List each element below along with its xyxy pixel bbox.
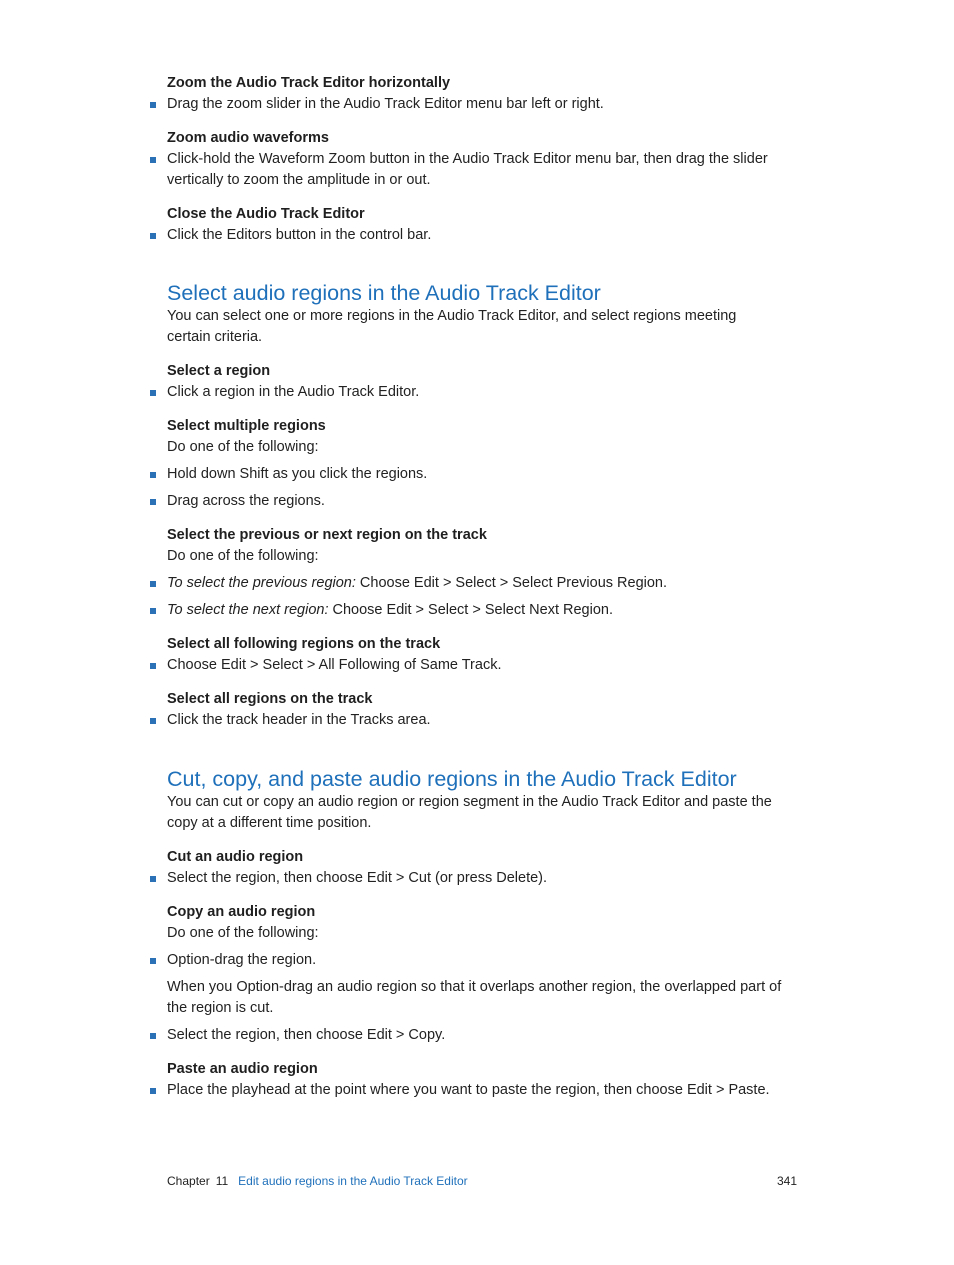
list-item: Choose Edit > Select > All Following of Same Track. bbox=[167, 655, 807, 676]
bullet-square-icon bbox=[150, 876, 156, 882]
task-title-copy: Copy an audio region bbox=[167, 904, 316, 920]
bullet-square-icon bbox=[150, 472, 156, 478]
task-title-paste: Paste an audio region bbox=[167, 1061, 318, 1077]
task-title-zoom-horizontal: Zoom the Audio Track Editor horizontally bbox=[167, 75, 451, 91]
section-intro: You can select one or more regions in the Audio Track Editor, and select regions meeting certain criteria. bbox=[167, 308, 737, 345]
task-lead: Do one of the following: bbox=[167, 548, 319, 564]
list-item: Hold down Shift as you click the regions. bbox=[167, 464, 807, 485]
task-title-cut: Cut an audio region bbox=[167, 849, 304, 865]
bullet-square-icon bbox=[150, 718, 156, 724]
chapter-number: 11 bbox=[215, 1174, 229, 1188]
list-item: Option-drag the region. bbox=[167, 950, 807, 971]
task-title-select-prev-next: Select the previous or next region on the track bbox=[167, 527, 487, 543]
task-title-select-following: Select all following regions on the track bbox=[167, 636, 441, 652]
section-intro: You can cut or copy an audio region or region segment in the Audio Track Editor and paste the copy at a different time position. bbox=[167, 794, 772, 831]
task-lead: Do one of the following: bbox=[167, 925, 319, 941]
list-item: Click the Editors button in the control bar. bbox=[167, 225, 807, 246]
page-number: 341 bbox=[776, 1174, 797, 1188]
page-content bbox=[167, 73, 807, 1101]
bullet-square-icon bbox=[150, 608, 156, 614]
task-lead: Do one of the following: bbox=[167, 439, 319, 455]
page-footer bbox=[167, 1173, 797, 1189]
list-item: To select the next region: Choose Edit > Select > Select Next Region. bbox=[167, 600, 807, 621]
list-item: Drag across the regions. bbox=[167, 491, 807, 512]
task-title-close-editor: Close the Audio Track Editor bbox=[167, 206, 365, 222]
list-item: Select the region, then choose Edit > Copy. bbox=[167, 1025, 807, 1046]
bullet-square-icon bbox=[150, 1088, 156, 1094]
bullet-square-icon bbox=[150, 233, 156, 239]
list-item: Click-hold the Waveform Zoom button in the Audio Track Editor menu bar, then drag the slider vertically to zoom the amplitude in or out. bbox=[167, 149, 807, 191]
bullet-square-icon bbox=[150, 157, 156, 163]
list-item: Drag the zoom slider in the Audio Track Editor menu bar left or right. bbox=[167, 94, 807, 115]
chapter-title-link[interactable]: Edit audio regions in the Audio Track Editor bbox=[238, 1174, 468, 1188]
list-item: Click a region in the Audio Track Editor. bbox=[167, 382, 807, 403]
bullet-square-icon bbox=[150, 958, 156, 964]
task-note: When you Option-drag an audio region so that it overlaps another region, the overlapped part of the region is cut. bbox=[167, 979, 782, 1016]
bullet-square-icon bbox=[150, 663, 156, 669]
list-item: Place the playhead at the point where you want to paste the region, then choose Edit > Paste. bbox=[167, 1080, 807, 1101]
bullet-square-icon bbox=[150, 102, 156, 108]
list-item: To select the previous region: Choose Edit > Select > Select Previous Region. bbox=[167, 573, 807, 594]
list-item: Select the region, then choose Edit > Cut (or press Delete). bbox=[167, 868, 807, 889]
bullet-square-icon bbox=[150, 499, 156, 505]
task-title-zoom-waveforms: Zoom audio waveforms bbox=[167, 130, 329, 146]
section-title-cut-copy-paste: Cut, copy, and paste audio regions in the Audio Track Editor bbox=[167, 767, 737, 791]
task-title-select-all: Select all regions on the track bbox=[167, 691, 373, 707]
bullet-square-icon bbox=[150, 1033, 156, 1039]
chapter-label: Chapter bbox=[167, 1174, 210, 1188]
bullet-square-icon bbox=[150, 390, 156, 396]
section-title-select: Select audio regions in the Audio Track Editor bbox=[167, 281, 601, 305]
list-item: Click the track header in the Tracks area. bbox=[167, 710, 807, 731]
bullet-square-icon bbox=[150, 581, 156, 587]
task-title-select-multiple: Select multiple regions bbox=[167, 418, 326, 434]
task-title-select-region: Select a region bbox=[167, 363, 271, 379]
